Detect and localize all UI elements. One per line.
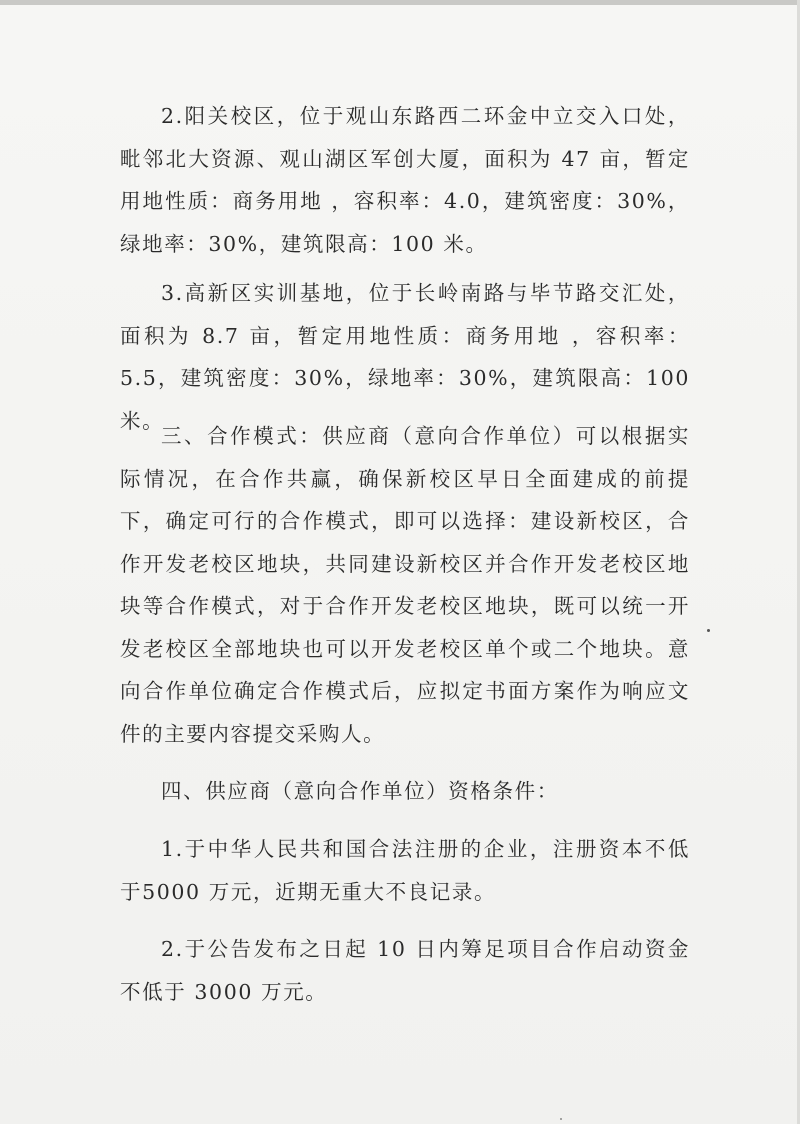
heading-supplier-qualifications: 四、供应商（意向合作单位）资格条件： [161,779,559,803]
scan-speck [707,629,710,632]
scan-speck [560,1118,562,1120]
scan-top-edge [0,0,800,5]
paragraph-qualification-2: 2.于公告发布之日起 10 日内筹足项目合作启动资金不低于 3000 万元。 [120,937,690,1004]
paragraph-cooperation-mode: 三、合作模式：供应商（意向合作单位）可以根据实际情况，在合作共赢，确保新校区早日全面建成的前提下，确定可行的合作模式，即可以选择：建设新校区，合作开发老校区地块，共同建设新校区并合作开发老校区地块等合作模式，对于合作开发老校区地块，既可以统一开发老校区全部地块也可以开发老校区单个或二个地块。意向合作单位确定合作模式后，应拟定书面方案作为响应文件的主要内容提交采购人。 [120,424,690,746]
paragraph-hightech-training-base: 3.高新区实训基地，位于长岭南路与毕节路交汇处，面积为 8.7 亩，暂定用地性质：商务用地 ，容积率：5.5，建筑密度：30%，绿地率：30%，建筑限高：100 米。 [120,281,690,433]
paragraph-qualification-1: 1.于中华人民共和国合法注册的企业，注册资本不低于5000 万元，近期无重大不良记录。 [120,837,690,904]
paragraph-yangguan-campus: 2.阳关校区，位于观山东路西二环金中立交入口处，毗邻北大资源、观山湖区军创大厦，面积为 47 亩，暂定用地性质：商务用地 ，容积率：4.0，建筑密度：30%，绿地率：30%，建筑限高：100 米。 [120,104,690,256]
